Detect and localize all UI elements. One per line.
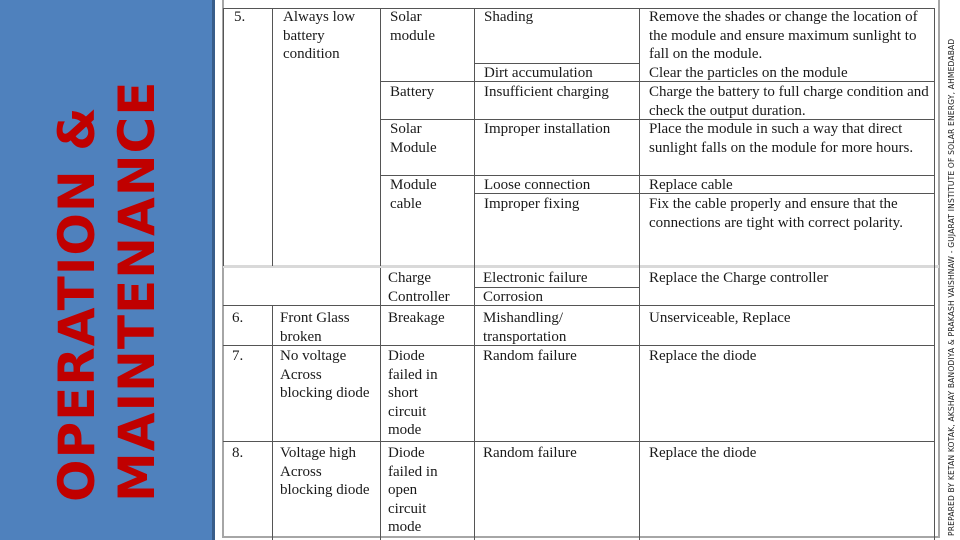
row-number: 7. (232, 348, 244, 364)
cause-cell: Dirt accumulation (484, 65, 593, 81)
action-cell: Remove the shades or change the location of the module and ensure maximum sunlight to fall on the module. (649, 9, 918, 62)
action-cell: Place the module in such a way that direct sunlight falls on the module for more hours. (649, 121, 914, 156)
action-cell: Replace the diode (649, 348, 757, 364)
action-cell: Replace the Charge controller (649, 270, 829, 286)
cause-cell: Random failure (483, 445, 577, 461)
component-cell: Solar module (390, 9, 435, 44)
grid-line (272, 8, 273, 266)
component-cell: Charge Controller (388, 270, 450, 305)
component-cell: Solar Module (390, 121, 437, 156)
cause-cell: Mishandling/ transportation (483, 310, 567, 345)
grid-line (639, 8, 640, 540)
cause-cell: Insufficient charging (484, 84, 609, 100)
component-cell: Battery (390, 84, 435, 100)
row-number: 8. (232, 445, 244, 461)
cause-cell: Corrosion (483, 289, 543, 305)
grid-line (934, 8, 935, 540)
grid-line (380, 8, 381, 266)
action-cell: Replace cable (649, 177, 733, 193)
symptom-cell: Voltage high Across blocking diode (280, 445, 370, 498)
title-line-2: MAINTENANCE (108, 80, 166, 502)
title-line-1: OPERATION & (48, 106, 106, 502)
action-cell: Unserviceable, Replace (649, 310, 791, 326)
action-cell: Charge the battery to full charge condition and check the output duration. (649, 84, 929, 119)
component-cell: Breakage (388, 310, 445, 326)
cause-cell: Loose connection (484, 177, 591, 193)
component-cell: Module cable (390, 177, 437, 212)
cause-cell: Electronic failure (483, 270, 588, 286)
row-number: 5. (234, 9, 246, 25)
row-number: 6. (232, 310, 244, 326)
slide-title (47, 22, 167, 502)
action-cell: Replace the diode (649, 445, 757, 461)
symptom-cell: No voltage Across blocking diode (280, 348, 370, 401)
page-break-band (223, 265, 939, 268)
grid-line (223, 8, 224, 266)
component-cell: Diode failed in short circuit mode (388, 348, 438, 438)
grid-line (380, 268, 381, 540)
action-cell: Fix the cable properly and ensure that the connections are tight with correct polarity. (649, 196, 903, 231)
credit-text: PREPARED BY KETAN KOTAK, AKSHAY BANODIYA & PRAKASH VAISHNAW - GUJARAT INSTITUTE OF SOLAR ENERGY, AHMEDABAD (947, 38, 956, 536)
grid-line (272, 305, 273, 540)
side-title-panel (0, 0, 215, 540)
cause-cell: Shading (484, 9, 534, 25)
cause-cell: Improper fixing (484, 196, 580, 212)
action-cell: Clear the particles on the module (649, 65, 848, 81)
symptom-cell: Always low battery condition (283, 9, 356, 62)
grid-line (223, 441, 935, 442)
symptom-cell: Front Glass broken (280, 310, 350, 345)
component-cell: Diode failed in open circuit mode (388, 445, 438, 535)
troubleshooting-table (218, 0, 942, 540)
grid-line (474, 8, 475, 540)
cause-cell: Random failure (483, 348, 577, 364)
cause-cell: Improper installation (484, 121, 611, 137)
